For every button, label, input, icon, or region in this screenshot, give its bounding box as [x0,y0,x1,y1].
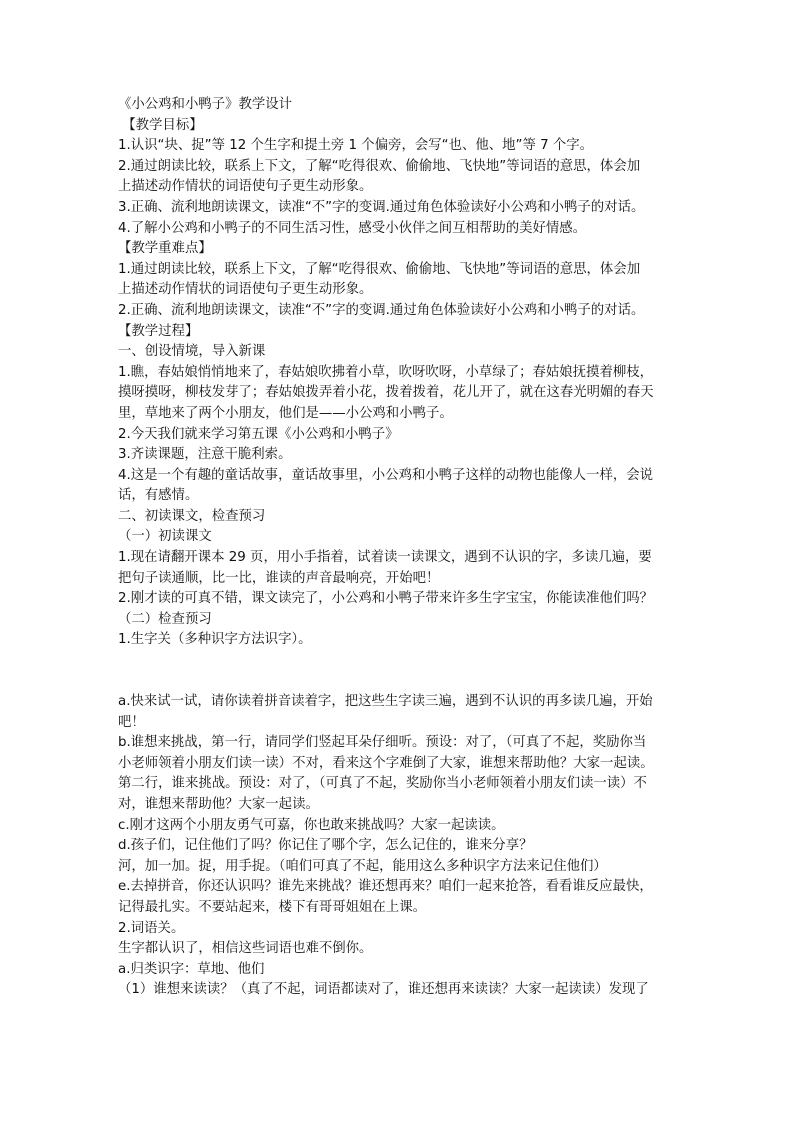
subsection-1-item-2: 2.刚才读的可真不错，课文读完了，小公鸡和小鸭子带来许多生字宝宝，你能读准他们吗？ [118,591,654,607]
subsection-2-item-2: 2.词语关。 [118,920,185,936]
step-b-cont-1: 小老师领着小朋友们读一读）不对，看来这个字难倒了大家，谁想来帮助他？大家一起读。 [118,755,654,771]
blank-space [118,651,680,692]
step-a-cont: 吧！ [118,714,145,730]
step-b-cont-2: 第二行，谁来挑战。预设：对了，（可真了不起，奖励你当小老师领着小朋友们读一读）不 [118,776,647,792]
key-point-1-cont: 上描述动作情状的词语使句子更生动形象。 [118,282,373,298]
part-1-item-1-cont-a: 摸呀摸呀，柳枝发芽了；春姑娘拨弄着小花，拨着拨着，花儿开了，就在这春光明媚的春天 [118,385,654,401]
objective-2-cont: 上描述动作情状的词语使句子更生动形象。 [118,179,373,195]
doc-title: 《小公鸡和小鸭子》教学设计 [118,97,293,112]
key-point-1: 1.通过朗读比较，联系上下文，了解“吃得很欢、偷偷地、飞快地”等词语的意思，体会加 [118,261,641,277]
section-heading-process: 【教学过程】 [118,323,199,339]
part-1-item-1-cont-b: 里，草地来了两个小朋友，他们是——小公鸡和小鸭子。 [118,405,453,421]
step-b-cont-3: 对，谁想来帮助他？大家一起读。 [118,797,319,812]
subsection-2-item-2-text: 生字都认识了，相信这些词语也难不倒你。 [118,941,373,957]
part-1-item-4: 4.这是一个有趣的童话故事，童话故事里，小公鸡和小鸭子这样的动物也能像人一样，会说 [118,467,654,483]
objective-2: 2.通过朗读比较，联系上下文，了解“吃得很欢、偷偷地、飞快地”等词语的意思，体会加 [118,158,641,174]
step-a: a.快来试一试，请你读着拼音读着字，把这些生字读三遍，遇到不认识的再多读几遍，开始 [118,694,653,710]
subsection-1-heading: （一）初读课文 [118,529,212,545]
step-a-words-item-1: （1）谁想来读读？（真了不起，词语都读对了，谁还想再来读读？大家一起读读）发现了 [118,982,649,998]
step-d-cont: 河，加一加。捉，用手捉。（咱们可真了不起，能用这么多种识字方法来记住他们） [118,858,607,874]
part-1-item-3: 3.齐读课题，注意干脆利索。 [118,447,292,463]
part-2-heading: 二、初读课文，检查预习 [118,508,266,524]
subsection-1-item-1-cont: 把句子读通顺，比一比，谁读的声音最响亮，开始吧！ [118,570,440,586]
step-e: e.去掉拼音，你还认识吗？谁先来挑战？谁还想再来？咱们一起来抢答，看看谁反应最快， [118,879,653,895]
step-e-cont: 记得最扎实。不要站起来，楼下有哥哥姐姐在上课。 [118,899,426,915]
part-1-item-2: 2.今天我们就来学习第五课《小公鸡和小鸭子》 [118,426,399,442]
document-page [118,95,680,1001]
subsection-2-heading: （二）检查预习 [118,611,212,627]
section-heading-key-points: 【教学重难点】 [118,241,212,257]
key-point-2: 2.正确、流利地朗读课文，读准“不”字的变调.通过角色体验读好小公鸡和小鸭子的对话。 [118,302,645,318]
part-1-item-1: 1.瞧，春姑娘悄悄地来了，春姑娘吹拂着小草，吹呀吹呀，小草绿了；春姑娘抚摸着柳枝， [118,364,654,380]
step-d: d.孩子们，记住他们了吗？你记住了哪个字，怎么记住的，谁来分享？ [118,838,533,854]
objective-4: 4.了解小公鸡和小鸭子的不同生活习性，感受小伙伴之间互相帮助的美好情感。 [118,220,587,236]
step-a-words: a.归类识字：草地、他们 [118,961,265,977]
subsection-1-item-1: 1.现在请翻开课本 29 页，用小手指着，试着读一读课文，遇到不认识的字，多读几遍，要 [118,550,652,566]
part-1-item-4-cont: 话，有感情。 [118,488,199,504]
part-1-heading: 一、创设情境，导入新课 [118,344,266,360]
subsection-2-item-1: 1.生字关（多种识字方法识字）。 [118,632,312,648]
objective-3: 3.正确、流利地朗读课文，读准“不”字的变调.通过角色体验读好小公鸡和小鸭子的对话。 [118,199,645,215]
step-c: c.刚才这两个小朋友勇气可嘉，你也敢来挑战吗？大家一起读读。 [118,817,505,833]
section-heading-objectives: 【教学目标】 [118,117,203,133]
objective-1: 1.认识“块、捉”等 12 个生字和提土旁 1 个偏旁，会写“也、他、地”等 7 个字。 [118,138,594,154]
step-b: b.谁想来挑战，第一行，请同学们竖起耳朵仔细听。预设：对了，（可真了不起，奖励你当 [118,735,647,751]
